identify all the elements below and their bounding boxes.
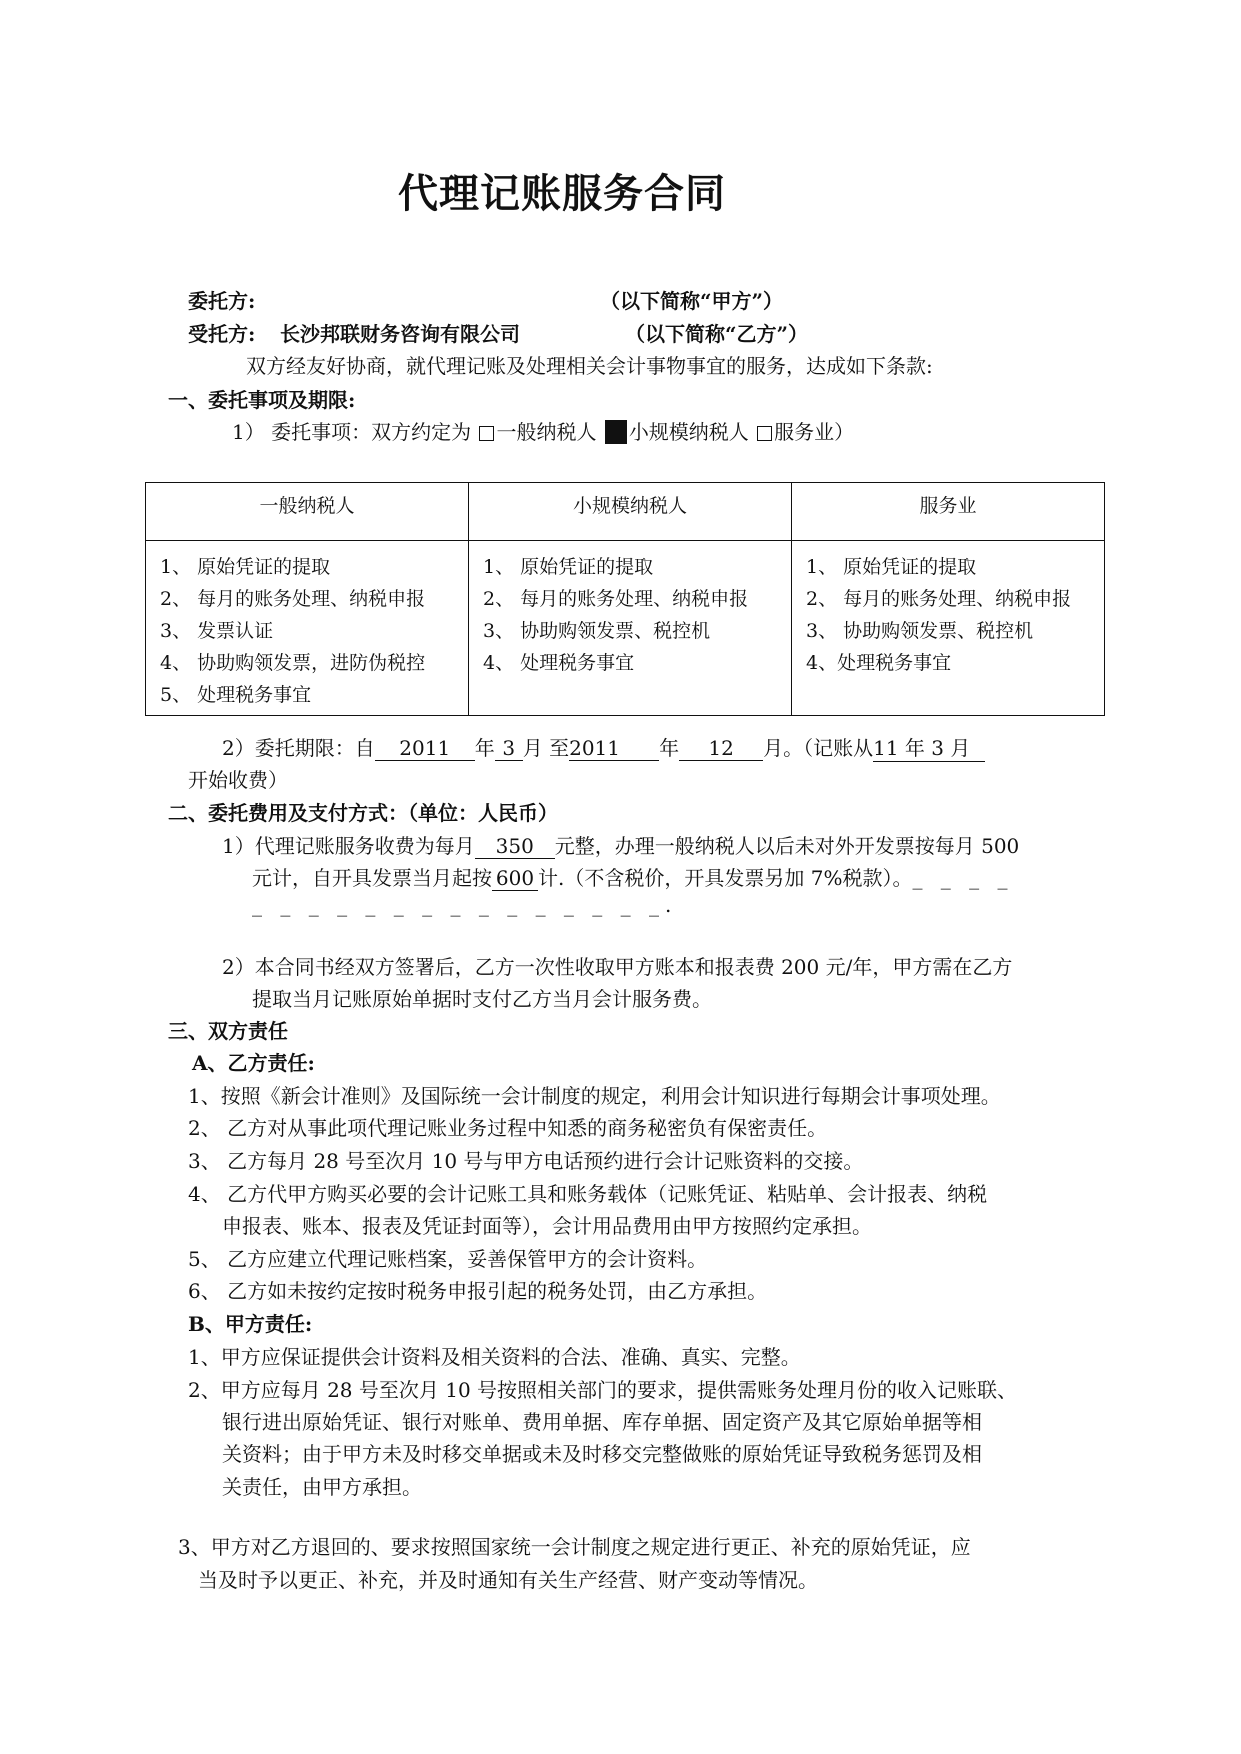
agent-name: 长沙邦联财务咨询有限公司 <box>280 322 520 346</box>
table-cell-small <box>469 541 792 716</box>
list-item: 2、 乙方对从事此项代理记账业务过程中知悉的商务秘密负有保密责任。 <box>188 1116 828 1140</box>
general-taxpayer-option: 一般纳税人 <box>496 420 597 444</box>
period-year-label-2: 年 <box>659 736 680 760</box>
intro-paragraph: 双方经友好协商，就代理记账及处理相关会计事物事宜的服务，达成如下条款: <box>246 354 933 378</box>
list-item: 1、 原始凭证的提取 <box>483 556 654 578</box>
fee-text-c: 元计，自开具发票当月起按 <box>252 866 492 890</box>
entrust-items-prefix: 1） 委托事项：双方约定为 <box>232 420 472 444</box>
start-month-field: 3 <box>495 736 523 761</box>
entrust-period-line <box>222 732 985 762</box>
table-header-general: 一般纳税人 <box>146 483 469 541</box>
fill-line: _ _ _ _ <box>912 866 1014 890</box>
end-month-field: 12 <box>679 736 763 761</box>
list-item: 2、 每月的账务处理、纳税申报 <box>483 588 749 610</box>
period-year-label: 年 <box>474 736 495 760</box>
agent-label: 受托方: <box>188 322 256 346</box>
list-item: 3、 协助购领发票、税控机 <box>483 620 711 642</box>
list-item: 4、处理税务事宜 <box>806 652 952 674</box>
billing-start-field: 11 年 3 月 <box>873 732 985 762</box>
section1-heading: 一、委托事项及期限: <box>168 388 356 412</box>
list-item: 3、 协助购领发票、税控机 <box>806 620 1034 642</box>
list-item: 1、甲方应保证提供会计资料及相关资料的合法、准确、真实、完整。 <box>188 1345 801 1369</box>
list-item: 1、 原始凭证的提取 <box>806 556 977 578</box>
list-item: 2、 每月的账务处理、纳税申报 <box>160 588 426 610</box>
fee-text-d: 计.（不含税价，开具发票另加 7%税款）。 <box>538 866 913 890</box>
period-month-end: 月。（记账从 <box>763 736 874 760</box>
general-taxpayer-checkbox[interactable] <box>479 426 494 441</box>
client-label: 委托方: <box>188 289 256 313</box>
party-a-responsibility-heading: B、甲方责任: <box>188 1312 313 1336</box>
list-item: 3、甲方对乙方退回的、要求按照国家统一会计制度之规定进行更正、补充的原始凭证，应 <box>178 1535 971 1559</box>
monthly-fee-field: 350 <box>475 834 555 859</box>
list-item: 3、 乙方每月 28 号至次月 10 号与甲方电话预约进行会计记账资料的交接。 <box>188 1149 864 1173</box>
small-taxpayer-option: 小规模纳税人 <box>628 420 749 444</box>
entrust-items-line <box>232 416 854 445</box>
table-cell-service <box>792 541 1105 716</box>
list-item: 5、 处理税务事宜 <box>160 684 312 706</box>
client-abbr: （以下简称“甲方”） <box>600 289 784 313</box>
table-header-small: 小规模纳税人 <box>469 483 792 541</box>
fill-line-continued: _ _ _ _ _ _ _ _ _ _ _ _ _ _ _. <box>252 893 678 917</box>
table-header-service: 服务业 <box>792 483 1105 541</box>
start-year-field: 2011 <box>375 736 475 761</box>
list-item: 4、 处理税务事宜 <box>483 652 635 674</box>
period-prefix: 2）委托期限：自 <box>222 736 375 760</box>
fee-paragraph-line1 <box>222 830 1019 859</box>
fee-text-a: 1）代理记账服务收费为每月 <box>222 834 475 858</box>
small-taxpayer-checkbox[interactable] <box>605 420 627 444</box>
list-item: 关资料；由于甲方未及时移交单据或未及时移交完整做账的原始凭证导致税务惩罚及相 <box>222 1442 982 1466</box>
party-b-responsibility-heading: A、乙方责任: <box>192 1051 315 1075</box>
billing-start-text: 开始收费） <box>188 768 288 792</box>
list-item: 5、 乙方应建立代理记账档案，妥善保管甲方的会计资料。 <box>188 1247 708 1271</box>
section2-heading: 二、委托费用及支付方式：（单位：人民币） <box>168 801 558 825</box>
list-item: 4、 乙方代甲方购买必要的会计记账工具和账务载体（记账凭证、粘贴单、会计报表、纳税 <box>188 1182 988 1206</box>
list-item: 2、 每月的账务处理、纳税申报 <box>806 588 1072 610</box>
section3-heading: 三、双方责任 <box>168 1019 288 1043</box>
service-industry-option: 服务业） <box>774 420 855 444</box>
service-industry-checkbox[interactable] <box>757 426 772 441</box>
list-item: 1、按照《新会计准则》及国际统一会计制度的规定，利用会计知识进行每期会计事项处理。 <box>188 1084 1001 1108</box>
end-year-field: 2011 <box>569 736 659 761</box>
list-item: 6、 乙方如未按约定按时税务申报引起的税务处罚，由乙方承担。 <box>188 1279 768 1303</box>
agent-abbr: （以下简称“乙方”） <box>625 322 809 346</box>
list-item: 3、 发票认证 <box>160 620 274 642</box>
fee-paragraph-line2 <box>252 862 1014 891</box>
list-item: 1、 原始凭证的提取 <box>160 556 331 578</box>
list-item: 关责任，由甲方承担。 <box>222 1475 422 1499</box>
period-month-to: 月 至 <box>522 736 570 760</box>
account-fee-line1: 2）本合同书经双方签署后，乙方一次性收取甲方账本和报表费 200 元/年，甲方需在乙方 <box>222 955 1013 979</box>
contract-title: 代理记账服务合同 <box>398 170 726 217</box>
table-cell-general <box>146 541 469 716</box>
list-item: 申报表、账本、报表及凭证封面等），会计用品费用由甲方按照约定承担。 <box>222 1214 872 1238</box>
list-item: 当及时予以更正、补充，并及时通知有关生产经营、财产变动等情况。 <box>198 1568 818 1592</box>
list-item: 2、甲方应每月 28 号至次月 10 号按照相关部门的要求，提供需账务处理月份的收入记账联、 <box>188 1378 1018 1402</box>
list-item: 银行进出原始凭证、银行对账单、费用单据、库存单据、固定资产及其它原始单据等相 <box>222 1410 982 1434</box>
list-item: 4、 协助购领发票，进防伪税控 <box>160 652 426 674</box>
service-scope-table <box>145 482 1105 716</box>
invoice-fee-field: 600 <box>492 866 538 891</box>
fee-text-b: 元整，办理一般纳税人以后未对外开发票按每月 500 <box>554 834 1020 858</box>
account-fee-line2: 提取当月记账原始单据时支付乙方当月会计服务费。 <box>252 987 712 1011</box>
